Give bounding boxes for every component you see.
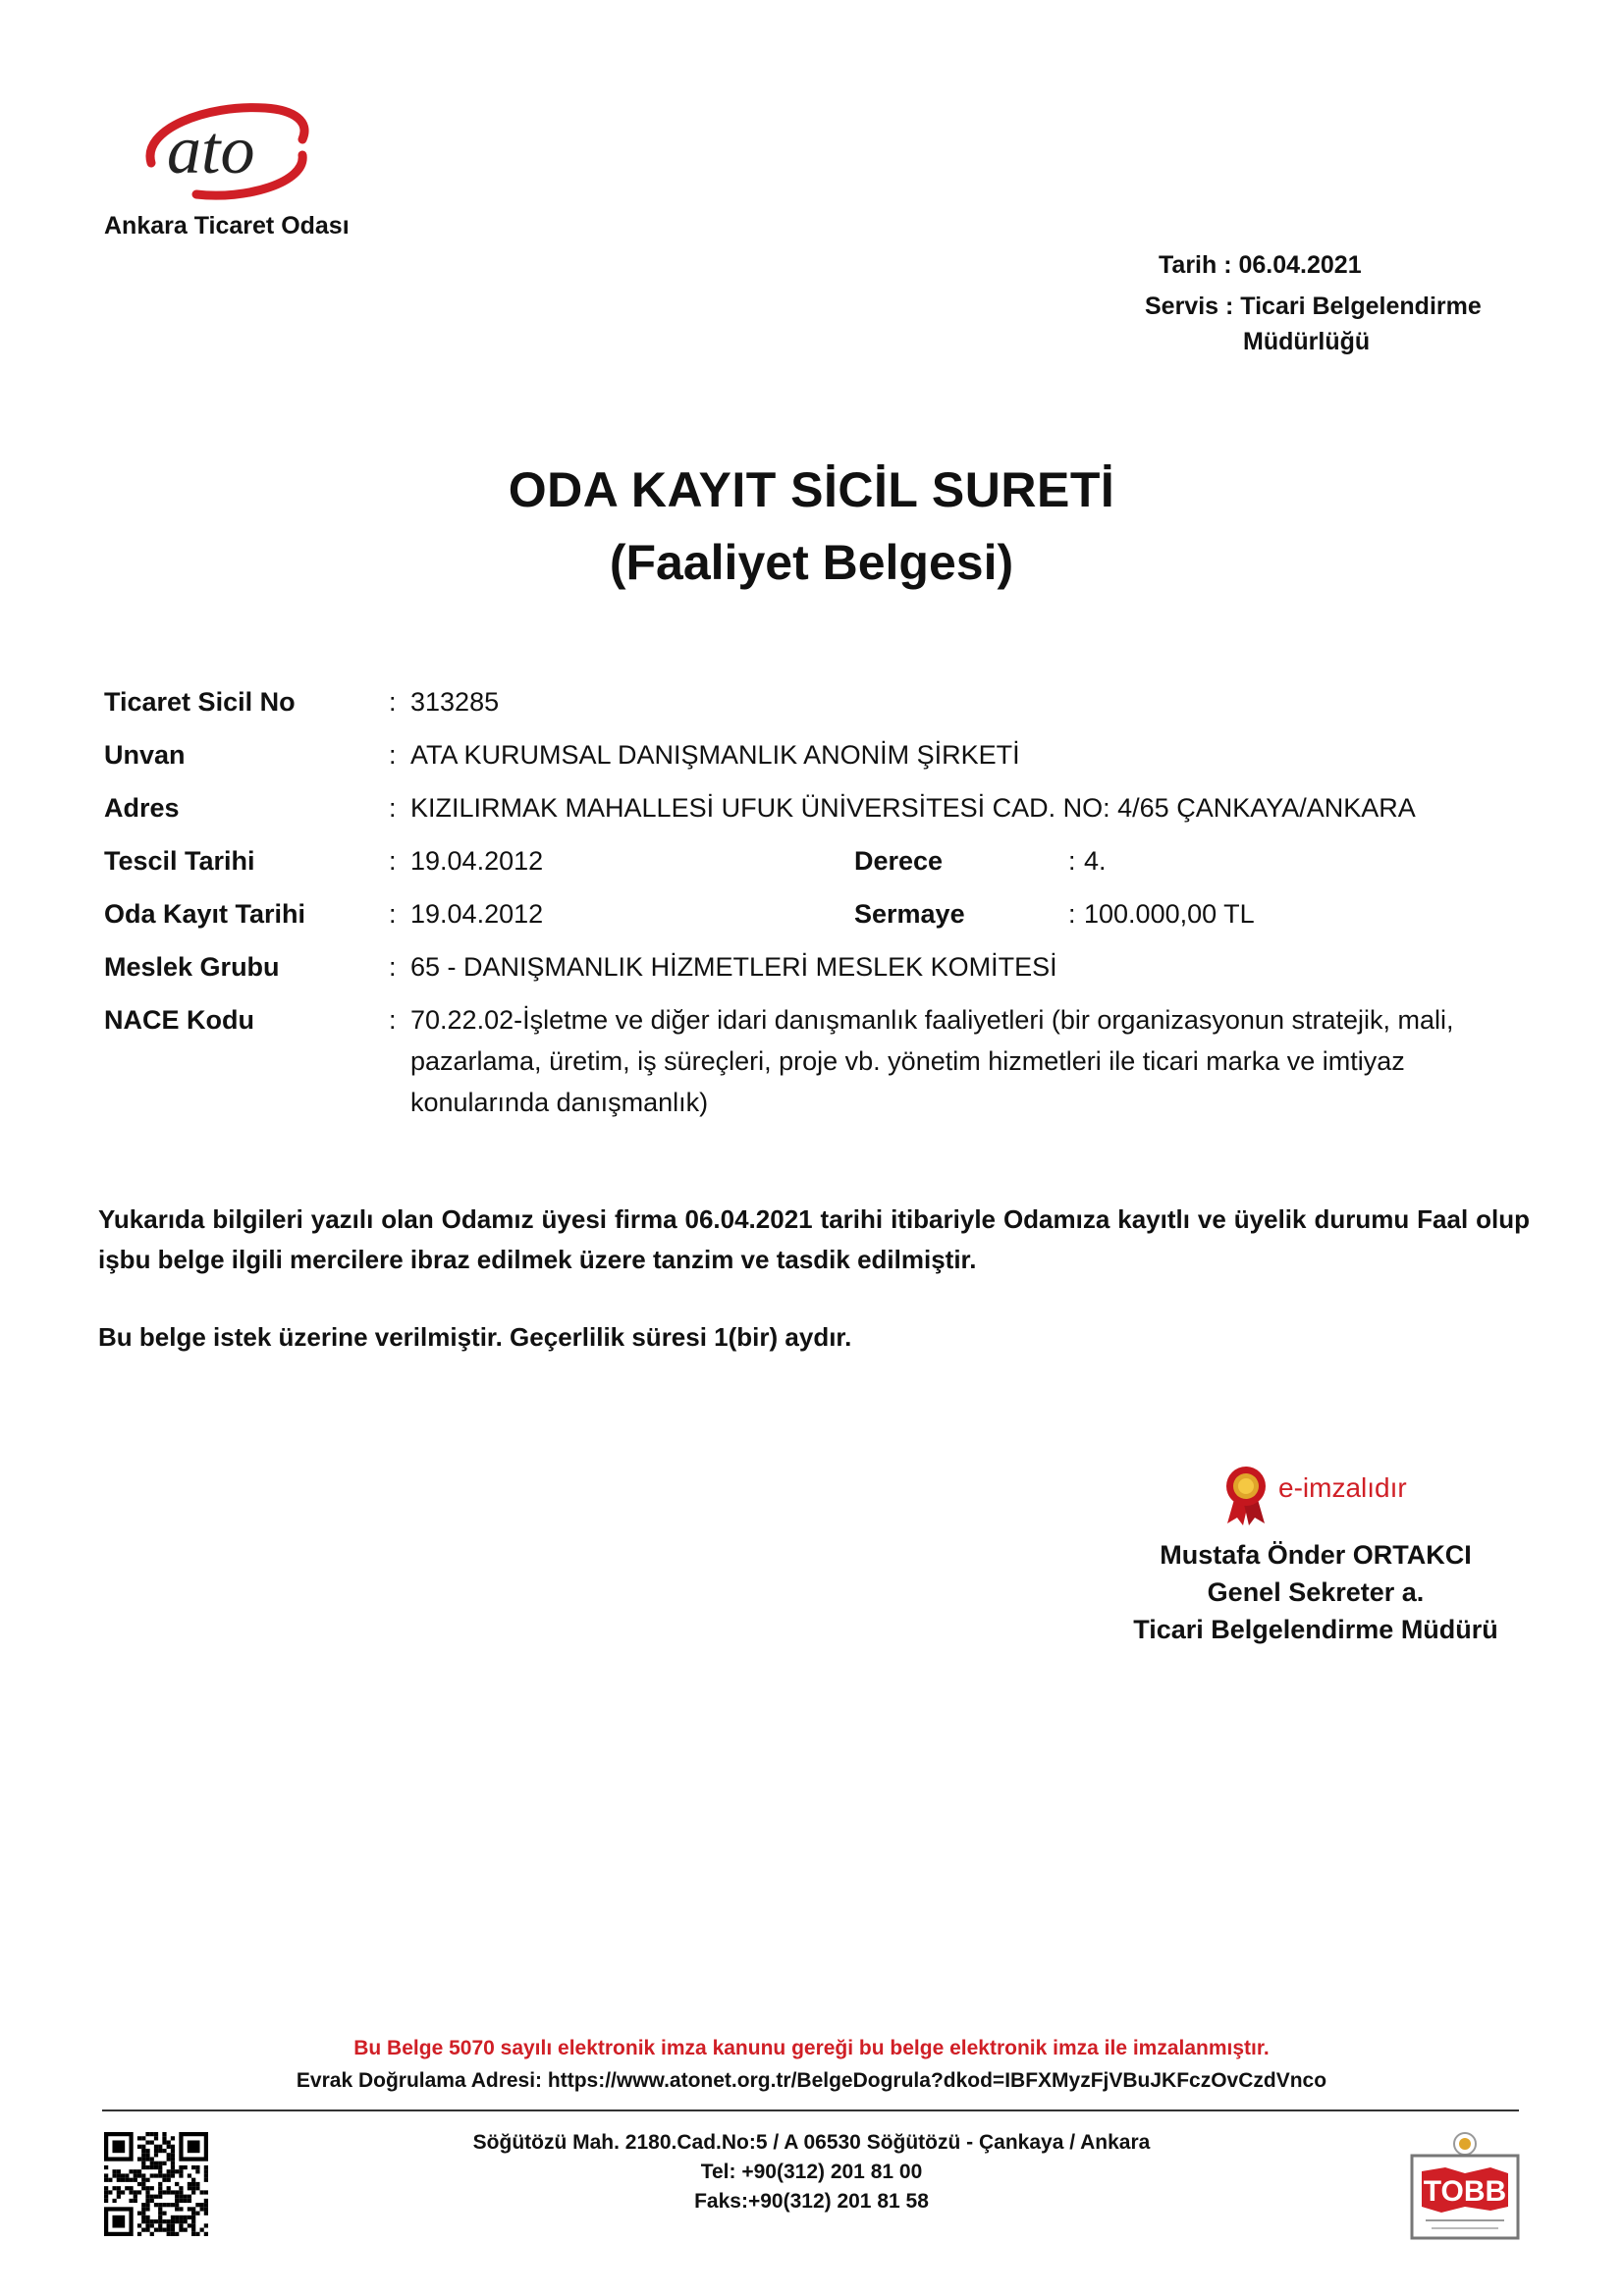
adres-value: KIZILIRMAK MAHALLESİ UFUK ÜNİVERSİTESİ CAD. NO: 4/65 ÇANKAYA/ANKARA <box>410 793 1416 823</box>
unvan-label: Unvan <box>104 740 186 770</box>
signatory-name: Mustafa Önder ORTAKCI <box>1160 1540 1472 1570</box>
e-signed-label: e-imzalıdır <box>1278 1472 1407 1503</box>
colon: : <box>389 687 397 717</box>
service-line: Servis : Ticari Belgelendirme <box>1145 293 1482 320</box>
org-name: Ankara Ticaret Odası <box>104 212 350 240</box>
adres-label: Adres <box>104 793 180 823</box>
meslek-label: Meslek Grubu <box>104 952 280 982</box>
colon: : <box>1068 846 1076 876</box>
derece-value: 4. <box>1084 846 1107 876</box>
unvan-value: ATA KURUMSAL DANIŞMANLIK ANONİM ŞİRKETİ <box>410 740 1020 770</box>
nace-label: NACE Kodu <box>104 1005 254 1035</box>
body-paragraph-status: Yukarıda bilgileri yazılı olan Odamız üyesi firma 06.04.2021 tarihi itibariyle Odamıza kayıtlı ve üyelik durumu Faal olup işbu belge ilgili mercilere ibraz edilmek üzere tanzim ve tasdik edilmiştir. <box>98 1204 1530 1274</box>
colon: : <box>389 846 397 876</box>
colon: : <box>389 793 397 823</box>
document-date: Tarih : 06.04.2021 <box>1159 251 1362 279</box>
verification-address[interactable]: Evrak Doğrulama Adresi: https://www.atonet.org.tr/BelgeDogrula?dkod=IBFXMyzFjVBuJKFczOvCzdVnco <box>296 2069 1327 2092</box>
tobb-accreditation-logo <box>1406 2128 1524 2244</box>
signatory-department: Ticari Belgelendirme Müdürü <box>1133 1615 1498 1644</box>
colon: : <box>389 899 397 929</box>
signatory-title: Genel Sekreter a. <box>1207 1577 1425 1607</box>
sicil-label: Ticaret Sicil No <box>104 687 296 717</box>
ribbon-medal-icon <box>1221 1463 1271 1532</box>
service-line-continued: Müdürlüğü <box>1243 328 1371 355</box>
sermaye-label: Sermaye <box>854 899 965 929</box>
title-line-1: ODA KAYIT SİCİL SURETİ <box>508 462 1115 517</box>
postal-address: Söğütözü Mah. 2180.Cad.No:5 / A 06530 Söğütözü - Çankaya / Ankara <box>472 2131 1151 2154</box>
sermaye-value: 100.000,00 TL <box>1084 899 1255 929</box>
oda-kayit-label: Oda Kayıt Tarihi <box>104 899 306 929</box>
phone-number: Tel: +90(312) 201 81 00 <box>700 2161 923 2183</box>
contact-info <box>0 2128 1623 2216</box>
colon: : <box>389 740 397 770</box>
ato-logo <box>137 100 314 208</box>
colon: : <box>389 1005 397 1035</box>
derece-label: Derece <box>854 846 944 876</box>
meslek-value: 65 - DANIŞMANLIK HİZMETLERİ MESLEK KOMİTESİ <box>410 952 1057 982</box>
svg-text:ato: ato <box>167 113 255 188</box>
document-title <box>0 454 1623 599</box>
colon: : <box>389 952 397 982</box>
sicil-value: 313285 <box>410 687 500 717</box>
tescil-value: 19.04.2012 <box>410 846 544 876</box>
body-paragraph-validity: Bu belge istek üzerine verilmiştir. Geçerlilik süresi 1(bir) aydır. <box>98 1322 852 1352</box>
e-signature-badge <box>1221 1463 1447 1531</box>
footer-divider <box>102 2109 1519 2111</box>
oda-kayit-value: 19.04.2012 <box>410 899 544 929</box>
legal-notice: Bu Belge 5070 sayılı elektronik imza kanunu gereği bu belge elektronik imza ile imzalanmıştır. <box>353 2037 1270 2059</box>
title-line-2: (Faaliyet Belgesi) <box>609 535 1014 590</box>
svg-text:TOBB: TOBB <box>1423 2175 1507 2208</box>
colon: : <box>1068 899 1076 929</box>
tescil-label: Tescil Tarihi <box>104 846 255 876</box>
fax-number: Faks:+90(312) 201 81 58 <box>694 2190 929 2213</box>
nace-value: 70.22.02-İşletme ve diğer idari danışmanlık faaliyetleri (bir organizasyonun stratejik, mali, pazarlama, üretim, iş süreçleri, proje vb. yönetim hizmetleri ile ticari marka ve imtiyaz konularında danışmanlık) <box>410 1005 1454 1117</box>
signature-block <box>1080 1536 1551 1648</box>
